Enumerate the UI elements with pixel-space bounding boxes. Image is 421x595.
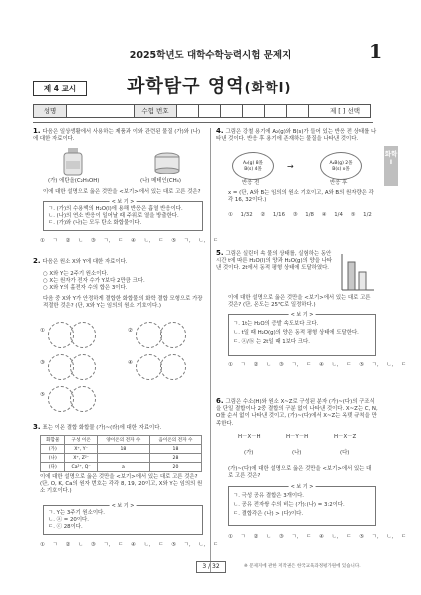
arrow-icon: → bbox=[287, 162, 294, 171]
bogi-item: ㄷ. (가)와 (나)는 모두 탄소 화합물이다. bbox=[48, 220, 142, 227]
table-cell bbox=[97, 454, 149, 463]
bogi-item: ㄷ. 결합각은 (나) > (다)이다. bbox=[233, 511, 304, 517]
molecule-structure: H－X－Z bbox=[334, 434, 357, 440]
structural-formulas bbox=[228, 434, 378, 464]
atom-model bbox=[70, 354, 96, 380]
question-text: 그림은 실린더 속 물의 상태를, 실험하는 동안 시간 t에 따른 H₂O(l)의 양과 H₂O(g)의 양을 나타낸 것이다. 2t에서 동적 평형 상태에 도달하였다. bbox=[216, 251, 333, 272]
choice-label: 제 [ ] 선택 bbox=[320, 105, 370, 117]
bogi-label: < 보 기 > bbox=[111, 199, 135, 205]
after-label: 반응 후 bbox=[330, 180, 348, 186]
question-5 bbox=[216, 250, 336, 273]
table-cell: (다) bbox=[41, 463, 65, 472]
bogi-box bbox=[228, 314, 376, 356]
table-cell: (가) bbox=[41, 445, 65, 454]
bogi-item: ㄱ. 극성 공유 결합은 3개이다. bbox=[233, 493, 304, 499]
table-cell: Ca²⁺, Q⁻ bbox=[65, 463, 97, 472]
bond-model-options bbox=[40, 322, 210, 412]
answer-choices[interactable]: ① ㄱ ② ㄴ ③ ㄱ, ㄷ ④ ㄴ, ㄷ ⑤ ㄱ, ㄴ, ㄷ bbox=[40, 238, 219, 244]
bogi-box bbox=[228, 486, 376, 526]
table-header: 양이온의 전자 수 bbox=[97, 436, 149, 445]
divider bbox=[33, 122, 373, 123]
question-number: 4. bbox=[216, 127, 224, 135]
image-a-caption: (가) 에탄올(C₂H₅OH) bbox=[48, 178, 100, 184]
table-header: 화합물 bbox=[41, 436, 65, 445]
ethanol-bottle-image bbox=[62, 148, 84, 176]
fact-item: ○ X는 원자가 전자 수가 Y보다 2만큼 크다. bbox=[43, 278, 145, 285]
answer-choices[interactable]: ① ㄱ ② ㄴ ③ ㄱ, ㄷ ④ ㄴ, ㄷ ⑤ ㄱ, ㄴ, ㄷ bbox=[40, 542, 219, 548]
table-cell: 18 bbox=[97, 445, 149, 454]
question-6 bbox=[216, 398, 378, 428]
table-cell: X⁺, Z²⁻ bbox=[65, 454, 97, 463]
answer-choices[interactable]: ① 1/32 ② 1/16 ③ 1/8 ④ 1/4 ⑤ 1/2 bbox=[228, 212, 372, 218]
exam-number-label: 수험 번호 bbox=[134, 105, 176, 117]
bogi-item: ㄴ. 공유 전자쌍 수의 비는 (가):(나) = 3:2이다. bbox=[233, 502, 345, 508]
page-number: 1 bbox=[369, 41, 383, 63]
table-header: 음이온의 전자 수 bbox=[149, 436, 201, 445]
table-cell: X⁺, Y⁻ bbox=[65, 445, 97, 454]
atom-model bbox=[136, 322, 162, 348]
atom-model bbox=[70, 322, 96, 348]
bogi-box bbox=[43, 201, 203, 231]
bogi-box bbox=[43, 505, 203, 535]
period-label: 제 4 교시 bbox=[33, 81, 87, 96]
molecule-structure: H－X－H bbox=[238, 434, 261, 440]
bogi-item: ㄱ. Y는 3주기 원소이다. bbox=[48, 510, 105, 516]
table-cell: 18 bbox=[149, 445, 201, 454]
answer-choices[interactable]: ① ㄱ ② ㄴ ③ ㄱ, ㄷ ④ ㄴ, ㄷ ⑤ ㄱ, ㄴ, ㄷ bbox=[228, 534, 407, 540]
bogi-label: < 보 기 > bbox=[290, 312, 314, 318]
option-label[interactable]: ① bbox=[40, 328, 45, 334]
name-label: 성명 bbox=[34, 105, 66, 117]
question-1 bbox=[33, 128, 205, 143]
question-prompt: 이에 대한 설명으로 옳은 것만을 <보기>에서 있는 대로 고른 것은? bbox=[43, 189, 201, 195]
question-text: 표는 이온 결합 화합물 (가)~(라)에 대한 자료이다. bbox=[42, 425, 162, 431]
before-vessel: A₂(g) 8몰 B(s) 4몰 bbox=[232, 152, 274, 180]
bogi-item: ㄴ. t일 때 H₂O(g)의 양은 동적 평형 상태에 도달한다. bbox=[233, 330, 359, 336]
fact-list bbox=[43, 271, 205, 293]
before-label: 반응 전 bbox=[242, 180, 260, 186]
table-row bbox=[41, 463, 202, 472]
question-prompt: 다음 중 X와 Y가 안정하게 결합한 화합물의 화학 결합 모형으로 가장 적절한 것은? (단, X와 Y는 임의의 원소 기호이다.) bbox=[43, 296, 203, 310]
table-cell: a bbox=[97, 463, 149, 472]
column-divider bbox=[210, 128, 211, 573]
bogi-item: ㄷ. ⓒ 28이다. bbox=[48, 524, 83, 531]
question-prompt: (가)~(다)에 대한 설명으로 옳은 것만을 <보기>에서 있는 대로 고른 것은? bbox=[228, 466, 372, 480]
question-3 bbox=[33, 424, 205, 432]
question-number: 1. bbox=[33, 127, 41, 135]
molecule-label: (가) bbox=[244, 450, 254, 456]
molecule-label: (나) bbox=[292, 450, 302, 456]
molecule-structure: H－Y－H bbox=[286, 434, 309, 440]
table-row bbox=[41, 454, 202, 463]
table-cell: 20 bbox=[149, 463, 201, 472]
table-header-row bbox=[41, 436, 202, 445]
table-cell: 28 bbox=[149, 454, 201, 463]
bogi-item: ㄱ. 1t는 H₂O의 증발 속도보다 크다. bbox=[233, 321, 319, 327]
question-text: 다음은 원소 X와 Y에 대한 자료이다. bbox=[42, 259, 128, 265]
question-4 bbox=[216, 128, 378, 143]
question-prompt: 이에 대한 설명으로 옳은 것만을 <보기>에서 있는 대로 고른 것은? (단, O, K, Ca의 원자 번호는 각각 8, 19, 20이고, X와 Y는 임의의 원소 기호이다.) bbox=[40, 474, 203, 495]
fact-item: ○ X와 Y의 홀전자 수의 합은 3이다. bbox=[43, 285, 128, 292]
question-prompt: 이에 대한 설명으로 옳은 것만을 <보기>에서 있는 대로 고른 것은? (단, 온도는 25℃로 일정하다.) bbox=[228, 295, 371, 309]
answer-choices[interactable]: ① ㄱ ② ㄴ ③ ㄱ, ㄷ ④ ㄴ, ㄷ ⑤ ㄱ, ㄴ, ㄷ bbox=[228, 362, 407, 368]
atom-model bbox=[136, 354, 162, 380]
after-vessel: A₂B(g) 2몰 B(s) x몰 bbox=[320, 152, 362, 180]
ion-data-table bbox=[40, 435, 202, 472]
question-text: 그림은 강철 용기에 A₂(g)와 B(s)가 들어 있는 반응 전 상태를 나타낸 것이다. 반응 후 용기에 존재하는 물질을 나타낸 것이다. bbox=[216, 129, 377, 143]
exam-title: 2025학년도 대학수학능력시험 문제지 bbox=[129, 50, 292, 61]
question-number: 3. bbox=[33, 423, 41, 431]
subject-name: 과학탐구 영역 bbox=[127, 76, 245, 97]
subsubject-name: (화학Ⅰ) bbox=[244, 81, 292, 96]
bogi-item: ㄴ. (나)의 연소 반응이 일어날 때 주위로 열을 방출한다. bbox=[48, 213, 179, 220]
atom-model bbox=[160, 322, 186, 348]
gas-canister-image bbox=[153, 152, 181, 174]
bogi-label: < 보 기 > bbox=[290, 484, 314, 490]
question-number: 6. bbox=[216, 397, 224, 405]
question-text: 그림은 수소(H)와 원소 X~Z로 구성된 분자 (가)~(다)의 구조식을 단일 결합이나 2중 결합의 구분 없이 나타낸 것이다. X~Z는 C, N, O를 순서 없이 나타낸 것이고, (가)~(다)에서 X~Z는 옥텟 규칙을 만족한다. bbox=[216, 399, 378, 427]
question-sub: x = (단, A와 B는 임의의 원소 기호이고, A와 B의 원자량은 각각 16, 32이다.) bbox=[228, 190, 374, 204]
bar-graph-image bbox=[338, 252, 376, 294]
question-number: 2. bbox=[33, 257, 41, 265]
bogi-item: ㄱ. (가)의 수용액의 H₂O(l)에 용해 반응은 흡열 반응이다. bbox=[48, 206, 183, 212]
table-row bbox=[41, 445, 202, 454]
reaction-diagram bbox=[232, 152, 372, 186]
fact-item: ○ X와 Y는 2주기 원소이다. bbox=[43, 271, 109, 277]
option-label[interactable]: ④ bbox=[128, 360, 133, 366]
bogi-item: ㄴ. ⓐ = 20이다. bbox=[48, 517, 89, 524]
subject-title bbox=[127, 72, 291, 98]
candidate-info-bar bbox=[33, 104, 371, 118]
table-header: 구성 이온 bbox=[65, 436, 97, 445]
bogi-item: ㄷ. ⓐ/ⓑ 는 2t일 때 1보다 크다. bbox=[233, 339, 310, 345]
molecule-label: (다) bbox=[340, 450, 350, 456]
table-cell: (나) bbox=[41, 454, 65, 463]
option-label[interactable]: ⑤ bbox=[40, 392, 45, 398]
page-fraction: 3 / 32 bbox=[196, 561, 226, 573]
atom-model bbox=[160, 354, 186, 380]
option-label[interactable]: ② bbox=[128, 328, 133, 334]
subject-side-tab: 화학 Ⅰ bbox=[384, 146, 398, 186]
option-label[interactable]: ③ bbox=[40, 360, 45, 366]
question-number: 5. bbox=[216, 249, 224, 257]
atom-model bbox=[70, 386, 96, 412]
question-text: 다음은 일상생활에서 사용하는 제품과 이와 관련된 물질 (가)와 (나)에 대한 자료이다. bbox=[33, 129, 201, 143]
bogi-label: < 보 기 > bbox=[111, 503, 135, 509]
image-b-caption: (나) 메테인(CH₄) bbox=[140, 178, 181, 184]
question-2 bbox=[33, 258, 205, 266]
copyright-note: ※ 문제지에 관한 저작권은 한국교육과정평가원에 있습니다. bbox=[244, 564, 361, 569]
